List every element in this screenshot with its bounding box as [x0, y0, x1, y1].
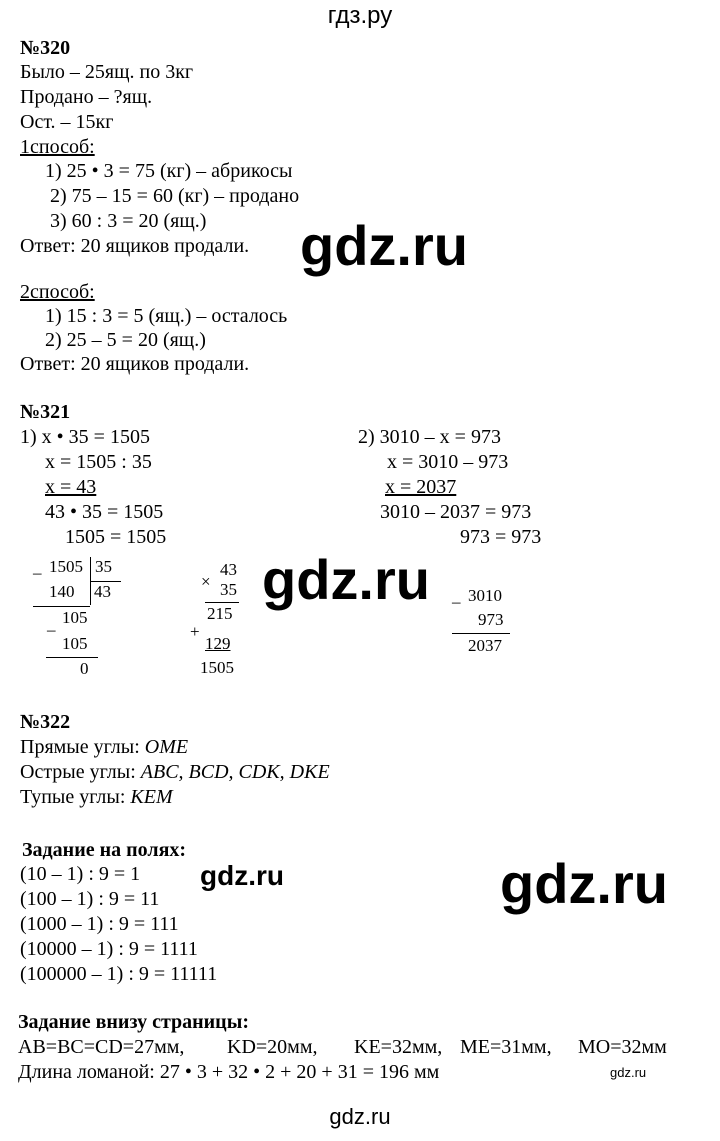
subtrahend: 973 [478, 610, 504, 629]
method-2-heading: 2способ: [20, 281, 95, 303]
equation-line: 2) 3010 – x = 973 [358, 426, 501, 448]
divisor: 35 [95, 557, 112, 576]
plus-sign: + [190, 622, 200, 641]
step: 2) 75 – 15 = 60 (кг) – продано [50, 185, 300, 207]
value: ABC, BCD, CDK, DKE [140, 761, 330, 783]
watermark: gdz.ru [610, 1065, 647, 1080]
site-header: гдз.ру [327, 2, 393, 29]
value: OME [144, 736, 189, 758]
margin-task-title: Задание на полях: [22, 839, 187, 861]
difference: 2037 [468, 636, 502, 655]
step: 2) 25 – 5 = 20 (ящ.) [45, 329, 206, 351]
task-321-title: №321 [20, 401, 71, 423]
equation-line: 1505 = 1505 [65, 526, 167, 548]
watermark: gdz.ru [300, 214, 468, 277]
watermark: gdz.ru [500, 852, 668, 915]
angle-line [20, 735, 188, 759]
value: KEM [130, 786, 173, 808]
method-1-heading: 1способ: [20, 136, 95, 158]
minus-sign: – [47, 620, 56, 639]
minus-sign: – [33, 563, 42, 582]
equation-line: x = 3010 – 973 [387, 451, 509, 473]
condition-line: Продано – ?ящ. [20, 86, 153, 108]
minuend: 3010 [468, 586, 502, 605]
equation-line: (1000 – 1) : 9 = 111 [20, 913, 179, 935]
label: Острые углы: [20, 761, 141, 783]
equation-line: x = 2037 [385, 476, 457, 498]
equation-line: 43 • 35 = 1505 [45, 501, 164, 523]
equation-line: 1) x • 35 = 1505 [20, 426, 150, 448]
equation-line: (10000 – 1) : 9 = 1111 [20, 938, 198, 960]
times-sign: × [201, 572, 211, 591]
condition-line: Было – 25ящ. по 3кг [20, 61, 194, 83]
answer: Ответ: 20 ящиков продали. [20, 235, 250, 257]
subtrahend: 105 [62, 634, 88, 653]
equation-line: (100000 – 1) : 9 = 11111 [20, 963, 218, 985]
partial-product: 215 [207, 604, 233, 623]
measure: ME=31мм, [460, 1036, 552, 1058]
equation-line: 3010 – 2037 = 973 [380, 501, 532, 523]
watermark: gdz.ru [262, 548, 430, 611]
equation-line: x = 43 [45, 476, 97, 498]
partial-product: 129 [205, 634, 231, 653]
factor: 35 [220, 580, 237, 599]
minus-sign: – [452, 592, 461, 611]
task-320-title: №320 [20, 37, 71, 59]
quotient: 43 [94, 582, 111, 601]
step: 3) 60 : 3 = 20 (ящ.) [50, 210, 207, 232]
subtrahend: 140 [49, 582, 75, 601]
equation-line: (10 – 1) : 9 = 1 [20, 863, 141, 885]
equation-line: (100 – 1) : 9 = 11 [20, 888, 160, 910]
equation-line: 973 = 973 [460, 526, 542, 548]
answer: Ответ: 20 ящиков продали. [20, 353, 250, 375]
dividend: 1505 [49, 557, 83, 576]
angle-line [20, 785, 173, 809]
measure: KE=32мм, [354, 1036, 443, 1058]
footer-watermark: gdz.ru [329, 1104, 391, 1129]
measure: AB=BC=CD=27мм, [18, 1036, 185, 1058]
measure: KD=20мм, [227, 1036, 318, 1058]
label: Тупые углы: [20, 786, 131, 808]
label: Прямые углы: [20, 736, 145, 758]
final-remainder: 0 [80, 659, 89, 678]
angle-line [20, 760, 330, 784]
condition-line: Ост. – 15кг [20, 111, 114, 133]
factor: 43 [220, 560, 237, 579]
bottom-task-title: Задание внизу страницы: [18, 1011, 249, 1033]
step: 1) 25 • 3 = 75 (кг) – абрикосы [45, 160, 293, 182]
length-line: Длина ломаной: 27 • 3 + 32 • 2 + 20 + 31 = 196 мм [18, 1061, 440, 1083]
watermark: gdz.ru [200, 860, 284, 891]
step: 1) 15 : 3 = 5 (ящ.) – осталось [45, 305, 288, 327]
product: 1505 [200, 658, 234, 677]
task-322-title: №322 [20, 711, 71, 733]
remainder: 105 [62, 608, 88, 627]
equation-line: x = 1505 : 35 [45, 451, 152, 473]
measure: MO=32мм [578, 1036, 667, 1058]
